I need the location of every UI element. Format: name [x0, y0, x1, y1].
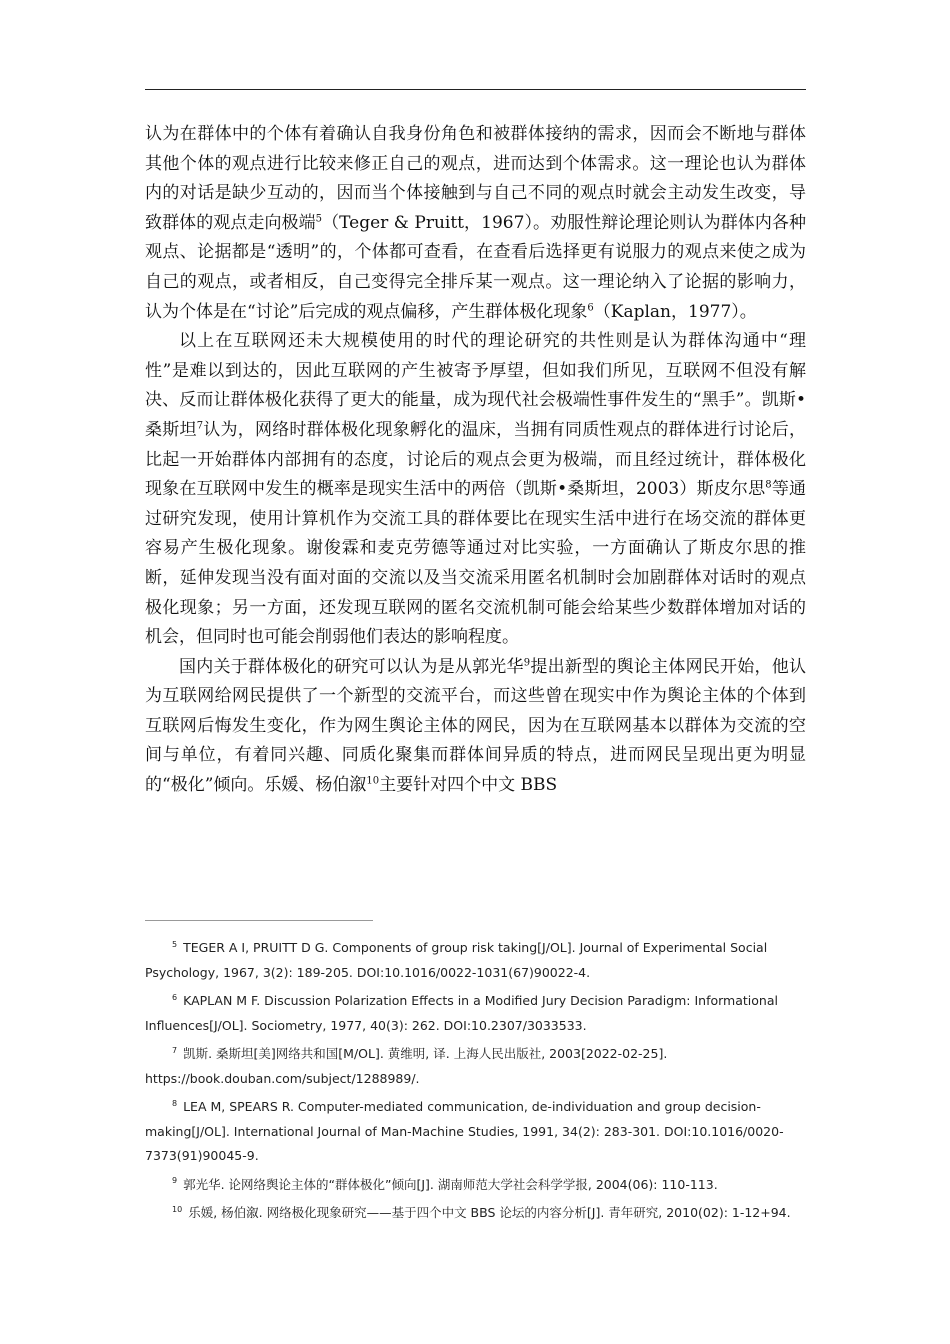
- footnotes: [145, 936, 806, 1230]
- text-run: 国内关于群体极化的研究可以认为是从郭光华: [179, 656, 524, 677]
- footnote-ref: 5: [315, 213, 323, 225]
- footnote-text: TEGER A I, PRUITT D G. Components of group risk taking[J/OL]. Journal of Experimental Social Psychology, 1967, 3(2): 189-205. DOI:10.1016/0022-1031(67)90022-4.: [145, 940, 768, 980]
- footnote-text: KAPLAN M F. Discussion Polarization Effects in a Modified Jury Decision Paradigm: Informational Influences[J/OL]. Sociometry, 1977, 40(3): 262. DOI:10.2307/3033533.: [145, 993, 778, 1033]
- body-paragraph: [145, 327, 806, 653]
- footnote-ref: 6: [587, 301, 594, 313]
- header-rule: [145, 89, 806, 90]
- footnote-separator: [145, 920, 373, 921]
- footnote-number: 8: [172, 1098, 178, 1108]
- body-paragraph: [145, 120, 806, 327]
- footnote-ref: 7: [196, 420, 204, 432]
- text-run: （Kaplan，1977）。: [593, 301, 757, 322]
- footnote-number: 7: [172, 1045, 178, 1055]
- footnote: [145, 1201, 806, 1226]
- footnote-text: 乐媛, 杨伯溆. 网络极化现象研究——基于四个中文 BBS 论坛的内容分析[J]. 青年研究, 2010(02): 1-12+94.: [188, 1205, 791, 1220]
- footnote-number: 10: [172, 1204, 183, 1214]
- body-text: [145, 120, 806, 801]
- footnote: [145, 1095, 806, 1169]
- footnote-number: 5: [172, 939, 178, 949]
- footnote-text: LEA M, SPEARS R. Computer-mediated communication, de-individuation and group decision-making[J/OL]. International Journal of Man-Machine Studies, 1991, 34(2): 283-301. DOI:10.1016/0020-7373(91)90045-9.: [145, 1099, 784, 1163]
- footnote-ref: 9: [523, 657, 531, 669]
- footnote: [145, 989, 806, 1038]
- text-run: 主要针对四个中文 BBS: [379, 775, 558, 796]
- text-run: 认为在群体中的个体有着确认自我身份角色和被群体接纳的需求，因而会不断地与群体其他个体的观点进行比较来修正自己的观点，进而达到个体需求。这一理论也认为群体内的对话是缺少互动的，因而当个体接触到与自己不同的观点时就会主动发生改变，导致群体的观点走向极端: [145, 124, 806, 233]
- footnote-text: 凯斯. 桑斯坦[美]网络共和国[M/OL]. 黄维明, 译. 上海人民出版社, 2003[2022-02-25]. https://book.douban.com/subject/1288989/.: [145, 1046, 668, 1086]
- text-run: 提出新型的舆论主体网民开始，他认为互联网给网民提供了一个新型的交流平台，而这些曾在现实中作为舆论主体的个体到互联网后悔发生变化，作为网生舆论主体的网民，因为在互联网基本以群体为交流的空间与单位，有着同兴趣、同质化聚集而群体间异质的特点，进而网民呈现出更为明显的“极化”倾向。乐媛、杨伯溆: [145, 656, 807, 796]
- footnote-number: 6: [172, 992, 178, 1002]
- body-paragraph: [145, 653, 806, 801]
- footnote: [145, 1173, 806, 1198]
- footnote-text: 郭光华. 论网络舆论主体的“群体极化”倾向[J]. 湖南师范大学社会科学学报, 2004(06): 110-113.: [183, 1176, 718, 1192]
- text-run: （Teger & Pruitt，1967）。劝服性辩论理论则认为群体内各种观点、论据都是“透明”的，个体都可查看，在查看后选择更有说服力的观点来使之成为自己的观点，或者相反，自己变得完全排斥某一观点。这一理论纳入了论据的影响力，认为个体是在“讨论”后完成的观点偏移，产生群体极化现象: [145, 212, 806, 322]
- footnote-number: 9: [172, 1176, 178, 1186]
- footnote-ref: 8: [765, 479, 772, 491]
- footnote: [145, 1042, 806, 1091]
- footnote: [145, 936, 806, 985]
- footnote-ref: 10: [366, 775, 380, 787]
- text-run: 等通过研究发现，使用计算机作为交流工具的群体要比在现实生活中进行在场交流的群体更容易产生极化现象。谢俊霖和麦克劳德等通过对比实验，一方面确认了斯皮尔思的推断，延伸发现当没有面对面的交流以及当交流采用匿名机制时会加剧群体对话时的观点极化现象；另一方面，还发现互联网的匿名交流机制可能会给某些少数群体增加对话的机会，但同时也可能会削弱他们表达的影响程度。: [145, 479, 806, 648]
- text-run: 以上在互联网还未大规模使用的时代的理论研究的共性则是认为群体沟通中“理性”是难以到达的，因此互联网的产生被寄予厚望，但如我们所见，互联网不但没有解决、反而让群体极化获得了更大的能量，成为现代社会极端性事件发生的“黑手”。凯斯•桑斯坦: [145, 331, 806, 440]
- text-run: 认为，网络时群体极化现象孵化的温床，当拥有同质性观点的群体进行讨论后，比起一开始群体内部拥有的态度，讨论后的观点会更为极端，而且经过统计，群体极化现象在互联网中发生的概率是现实生活中的两倍（凯斯•桑斯坦，2003）斯皮尔思: [145, 419, 807, 500]
